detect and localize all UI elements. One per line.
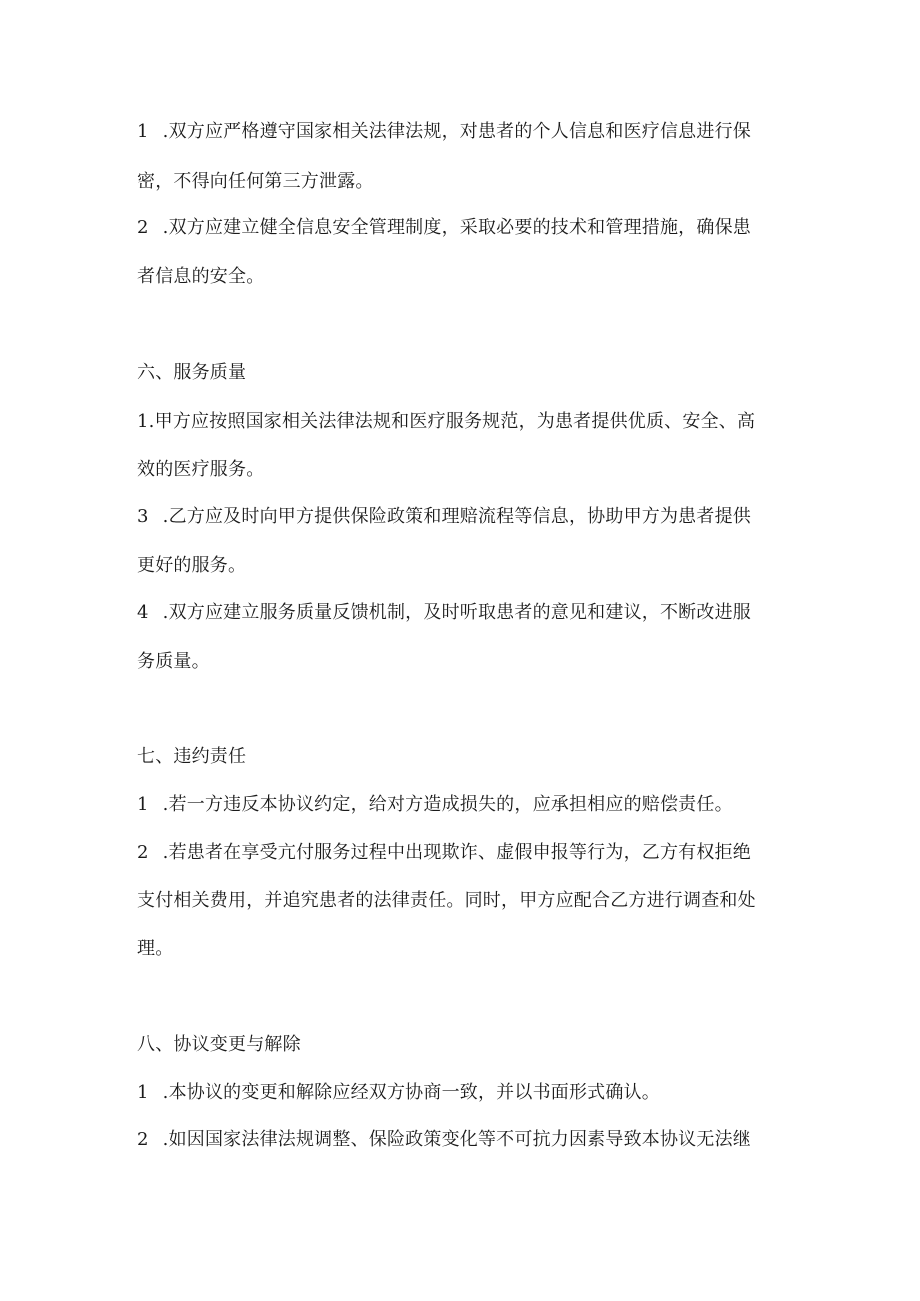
clause-text: 密，不得向任何第三方泄露。 bbox=[137, 171, 374, 192]
clause-text: .若一方违反本协议约定，给对方造成损失的，应承担相应的赔偿责任。 bbox=[162, 794, 733, 815]
section-heading-amendment-termination: 八、协议变更与解除 bbox=[137, 1034, 301, 1055]
clause-5-1-line-1 bbox=[137, 120, 751, 144]
clause-text: 者信息的安全。 bbox=[137, 266, 265, 287]
clause-6-4-line-1 bbox=[137, 601, 751, 625]
clause-text: .乙方应及时向甲方提供保险政策和理赔流程等信息，协助甲方为患者提供 bbox=[162, 506, 751, 527]
clause-6-1-line-1 bbox=[137, 410, 755, 434]
clause-text: .双方应建立健全信息安全管理制度，采取必要的技术和管理措施，确保患 bbox=[162, 217, 751, 238]
clause-text: 效的医疗服务。 bbox=[137, 459, 265, 480]
clause-6-3-line-1 bbox=[137, 505, 751, 529]
section-heading-breach-liability: 七、违约责任 bbox=[137, 746, 247, 767]
clause-number: 1 bbox=[137, 794, 149, 815]
clause-text: 更好的服务。 bbox=[137, 555, 247, 576]
clause-text: .若患者在享受亢付服务过程中出现欺诈、虚假申报等行为，乙方有权拒绝 bbox=[162, 842, 751, 863]
section-heading-service-quality: 六、服务质量 bbox=[137, 362, 247, 383]
clause-6-4-line-2 bbox=[137, 650, 210, 674]
clause-8-1-line-1 bbox=[137, 1081, 660, 1105]
clause-text: 理。 bbox=[137, 938, 174, 959]
clause-number: 2 bbox=[137, 842, 149, 863]
clause-7-2-line-1 bbox=[137, 841, 751, 865]
clause-8-2-line-1 bbox=[137, 1128, 751, 1152]
clause-text: 支付相关费用，并追究患者的法律责任。同时，甲方应配合乙方进行调查和处 bbox=[137, 890, 756, 911]
clause-text: 务质量。 bbox=[137, 651, 210, 672]
clause-number: 2 bbox=[137, 217, 149, 238]
clause-text: 1.甲方应按照国家相关法律法规和医疗服务规范，为患者提供优质、安全、高 bbox=[137, 411, 756, 432]
clause-text: .本协议的变更和解除应经双方协商一致，并以书面形式确认。 bbox=[162, 1082, 660, 1103]
clause-7-1-line-1 bbox=[137, 793, 733, 817]
clause-text: .双方应严格遵守国家相关法律法规，对患者的个人信息和医疗信息进行保 bbox=[162, 121, 751, 142]
clause-text: .如因国家法律法规调整、保险政策变化等不可抗力因素导致本协议无法继 bbox=[162, 1129, 751, 1150]
clause-6-3-line-2 bbox=[137, 554, 246, 578]
clause-7-2-line-2 bbox=[137, 889, 756, 913]
clause-5-2-line-1 bbox=[137, 216, 751, 240]
clause-5-1-line-2 bbox=[137, 170, 374, 194]
clause-7-2-line-3 bbox=[137, 937, 173, 961]
clause-number: 1 bbox=[137, 1082, 149, 1103]
clause-number: 3 bbox=[137, 506, 149, 527]
clause-number: 1 bbox=[137, 121, 149, 142]
clause-number: 4 bbox=[137, 602, 149, 623]
clause-6-1-line-2 bbox=[137, 458, 264, 482]
clause-number: 2 bbox=[137, 1129, 149, 1150]
clause-text: .双方应建立服务质量反馈机制，及时听取患者的意见和建议，不断改进服 bbox=[162, 602, 751, 623]
clause-5-2-line-2 bbox=[137, 265, 264, 289]
